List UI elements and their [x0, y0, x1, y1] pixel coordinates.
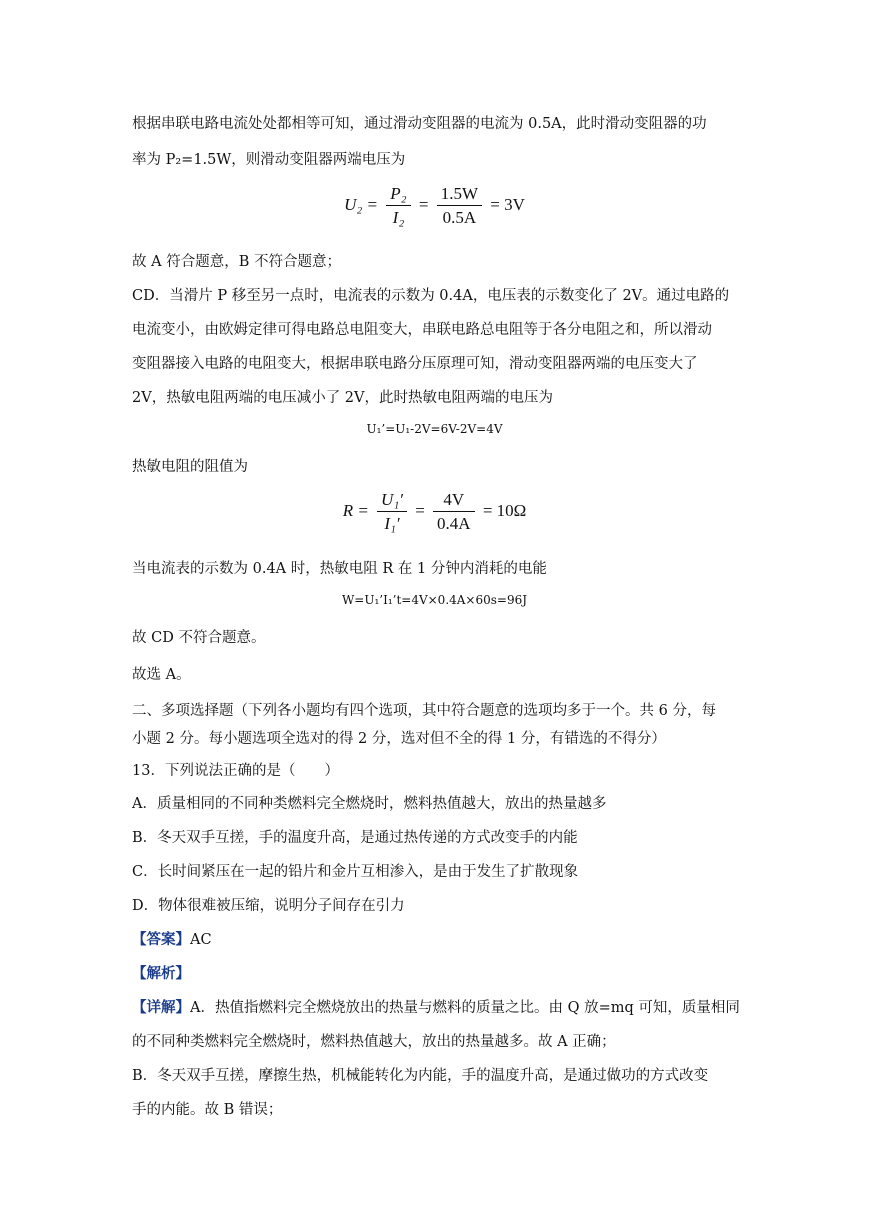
question-stem: 13．下列说法正确的是（ ） [132, 763, 339, 779]
section-heading: 二、多项选择题（下列各小题均有四个选项，其中符合题意的选项均多于一个。共 6 分，每 [132, 703, 716, 719]
equation-u2 [0, 184, 869, 228]
paragraph-line: 故选 A。 [132, 667, 191, 683]
analysis-tag: 【解析】 [132, 965, 190, 982]
detail-line [132, 996, 740, 1017]
eq-lhs: U₂ = [344, 194, 379, 214]
option-a: A．质量相同的不同种类燃料完全燃烧时，燃料热值越大，放出的热量越多 [132, 796, 607, 812]
denominator: I₁′ [384, 514, 400, 533]
detail-text: A．热值指燃料完全燃烧放出的热量与燃料的质量之比。由 Q 放=mq 可知，质量相同 [190, 1000, 740, 1016]
paragraph-line: 热敏电阻的阻值为 [132, 459, 248, 475]
paragraph-line: 的不同种类燃料完全燃烧时，燃料热值越大，放出的热量越多。故 A 正确； [132, 1034, 616, 1050]
numerator: 1.5W [437, 184, 482, 206]
numerator: 4V [433, 490, 475, 512]
equation-u1prime: U₁’=U₁-2V=6V-2V=4V [366, 422, 503, 436]
answer-tag: 【答案】 [132, 931, 190, 948]
eq-rhs: = 10Ω [482, 500, 527, 520]
eq-lhs: R = [342, 500, 369, 520]
paragraph-line: 手的内能。故 B 错误； [132, 1102, 283, 1118]
denominator: I₂ [392, 208, 405, 227]
section-heading: 小题 2 分。每小题选项全选对的得 2 分，选对但不全的得 1 分，有错选的不得分） [132, 731, 666, 747]
option-b: B．冬天双手互搓，手的温度升高，是通过热传递的方式改变手的内能 [132, 830, 578, 846]
numerator: U₁′ [377, 490, 407, 512]
eq-sign: = [415, 500, 425, 520]
fraction [386, 184, 410, 228]
option-d: D．物体很难被压缩，说明分子间存在引力 [132, 898, 405, 914]
analysis-line [132, 962, 190, 983]
equation-r [0, 490, 869, 534]
answer-value: AC [190, 932, 212, 948]
paragraph-line: 变阻器接入电路的电阻变大，根据串联电路分压原理可知，滑动变阻器两端的电压变大了 [132, 356, 698, 372]
option-c: C．长时间紧压在一起的铅片和金片互相渗入，是由于发生了扩散现象 [132, 864, 579, 880]
paragraph-line: 故 A 符合题意，B 不符合题意； [132, 254, 341, 270]
answer-line [132, 928, 212, 949]
fraction [377, 490, 407, 534]
denominator: 0.5A [442, 208, 477, 227]
fraction [433, 490, 475, 534]
paragraph-line: 根据串联电路电流处处都相等可知，通过滑动变阻器的电流为 0.5A，此时滑动变阻器的功 [132, 116, 707, 132]
paragraph-line: 2V，热敏电阻两端的电压减小了 2V，此时热敏电阻两端的电压为 [132, 390, 554, 406]
detail-tag: 【详解】 [132, 999, 190, 1016]
eq-rhs: = 3V [490, 194, 525, 214]
paragraph-line: 故 CD 不符合题意。 [132, 630, 266, 646]
paragraph-line: 率为 P₂=1.5W，则滑动变阻器两端电压为 [132, 152, 406, 168]
numerator: P₂ [386, 184, 410, 206]
equation-w: W=U₁’I₁’t=4V×0.4A×60s=96J [341, 593, 528, 607]
paragraph-line: 电流变小，由欧姆定律可得电路总电阻变大，串联电路总电阻等于各分电阻之和，所以滑动 [132, 322, 712, 338]
denominator: 0.4A [437, 514, 471, 533]
paragraph-line: CD．当滑片 P 移至另一点时，电流表的示数为 0.4A，电压表的示数变化了 2V。通过电路的 [132, 288, 730, 304]
paragraph-line: B．冬天双手互搓，摩擦生热，机械能转化为内能，手的温度升高，是通过做功的方式改变 [132, 1068, 709, 1084]
paragraph-line: 当电流表的示数为 0.4A 时，热敏电阻 R 在 1 分钟内消耗的电能 [132, 561, 547, 577]
eq-sign: = [418, 194, 429, 214]
fraction [437, 184, 482, 228]
